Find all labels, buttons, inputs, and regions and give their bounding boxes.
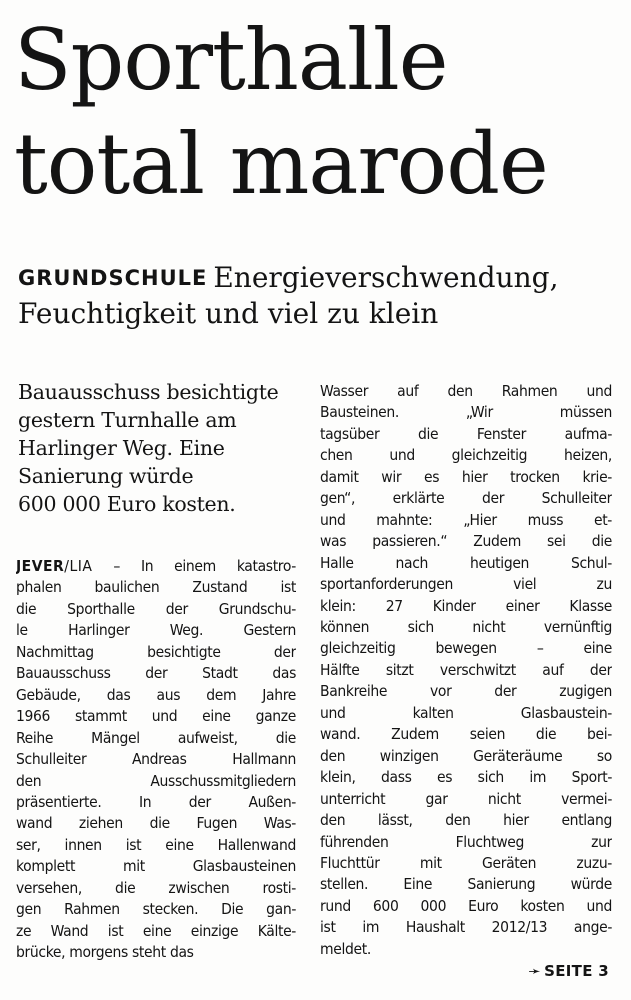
article-line: 1966 stammt und eine ganze [16,707,296,726]
article-line: ser, innen ist eine Hallenwand [16,835,296,854]
article-line: den lässt, den hier entlang [320,811,612,830]
teaser-line: 600 000 Euro kosten. [18,492,236,516]
subheadline-text-1: Energieverschwendung, [213,261,559,294]
subheadline-line-1 [18,260,623,296]
article-line: Wasser auf den Rahmen und [320,382,612,400]
article-line [16,556,296,577]
article-line: können sich nicht vernünftig [320,617,612,636]
continuation-note [528,962,609,980]
article-line: wand ziehen die Fugen Was- [16,814,296,833]
article-line: phalen baulichen Zustand ist [16,578,296,597]
article-line: ist im Haushalt 2012/13 ange- [320,918,612,937]
article-line: die Sporthalle der Grundschu- [16,599,296,618]
article-line: meldet. [320,939,371,958]
article-line: le Harlinger Weg. Gestern [16,621,296,640]
article-line: gen Rahmen stecken. Die gan- [16,900,296,919]
arrow-icon: ➛ [528,962,542,980]
article-line: und mahnte: „Hier muss et- [320,510,612,529]
article-line: gen“, erklärte der Schulleiter [320,489,612,508]
teaser-line: Harlinger Weg. Eine [18,436,225,460]
headline-line-2: total marode [14,115,548,213]
dateline [16,557,92,575]
article-line: klein: 27 Kinder einer Klasse [320,596,612,615]
article-line: brücke, morgens steht das [16,943,194,962]
teaser-line: gestern Turnhalle am [18,408,237,432]
subheadline-line-2: Feuchtigkeit und viel zu klein [18,297,439,330]
article-line: chen und gleichzeitig heizen, [320,446,612,465]
article-line: unterricht gar nicht vermei- [320,789,612,808]
article-line: den Ausschussmitgliedern [16,771,296,790]
article-line: gleichzeitig bewegen – eine [320,639,612,658]
article-line: Hälfte sitzt verschwitzt auf der [320,660,612,679]
article-line: Reihe Mängel aufweist, die [16,728,296,747]
article-line: Gebäude, das aus dem Jahre [16,685,296,704]
article-line: versehen, die zwischen rosti- [16,878,296,897]
subheadline [18,260,623,332]
article-line: was passieren.“ Zudem sei die [320,532,612,551]
article-line: klein, dass es sich im Sport- [320,768,612,787]
kicker-label: GRUNDSCHULE [18,266,208,290]
dateline-author: /LIA [64,557,93,575]
article-line: Fluchttür mit Geräten zuzu- [320,853,612,872]
teaser-line: Bauausschuss besichtigte [18,380,279,404]
article-line: und kalten Glasbaustein- [320,703,612,722]
teaser [18,378,303,518]
article-line: Halle nach heutigen Schul- [320,553,612,572]
article-line: präsentierte. In der Außen- [16,792,296,811]
article-line: den winzigen Geräteräume so [320,746,612,765]
article-line: Nachmittag besichtigte der [16,642,296,661]
article-line: sportanforderungen viel zu [320,575,612,594]
headline-line-1: Sporthalle [14,11,448,109]
article-line: wand. Zudem seien die bei- [320,725,612,744]
article-line-text: – In einem katastro- [92,557,296,575]
article-line: Bausteinen. „Wir müssen [320,403,612,422]
article-line: rund 600 000 Euro kosten und [320,896,612,915]
headline [14,8,624,216]
article-line: ze Wand ist eine einzige Kälte- [16,921,296,940]
article-line: Bauausschuss der Stadt das [16,664,296,683]
continuation-label: SEITE 3 [544,962,609,980]
teaser-line: Sanierung würde [18,464,194,488]
article-line: damit wir es hier trocken krie- [320,467,612,486]
article-column-right [320,381,612,960]
article-line: Schulleiter Andreas Hallmann [16,750,296,769]
article-line: stellen. Eine Sanierung würde [320,875,612,894]
article-line: führenden Fluchtweg zur [320,832,612,851]
article-line: komplett mit Glasbausteinen [16,857,296,876]
article-line: Bankreihe vor der zugigen [320,682,612,701]
article-column-left [16,556,296,964]
dateline-place: JEVER [16,557,65,575]
article-line: tagsüber die Fenster aufma- [320,424,612,443]
